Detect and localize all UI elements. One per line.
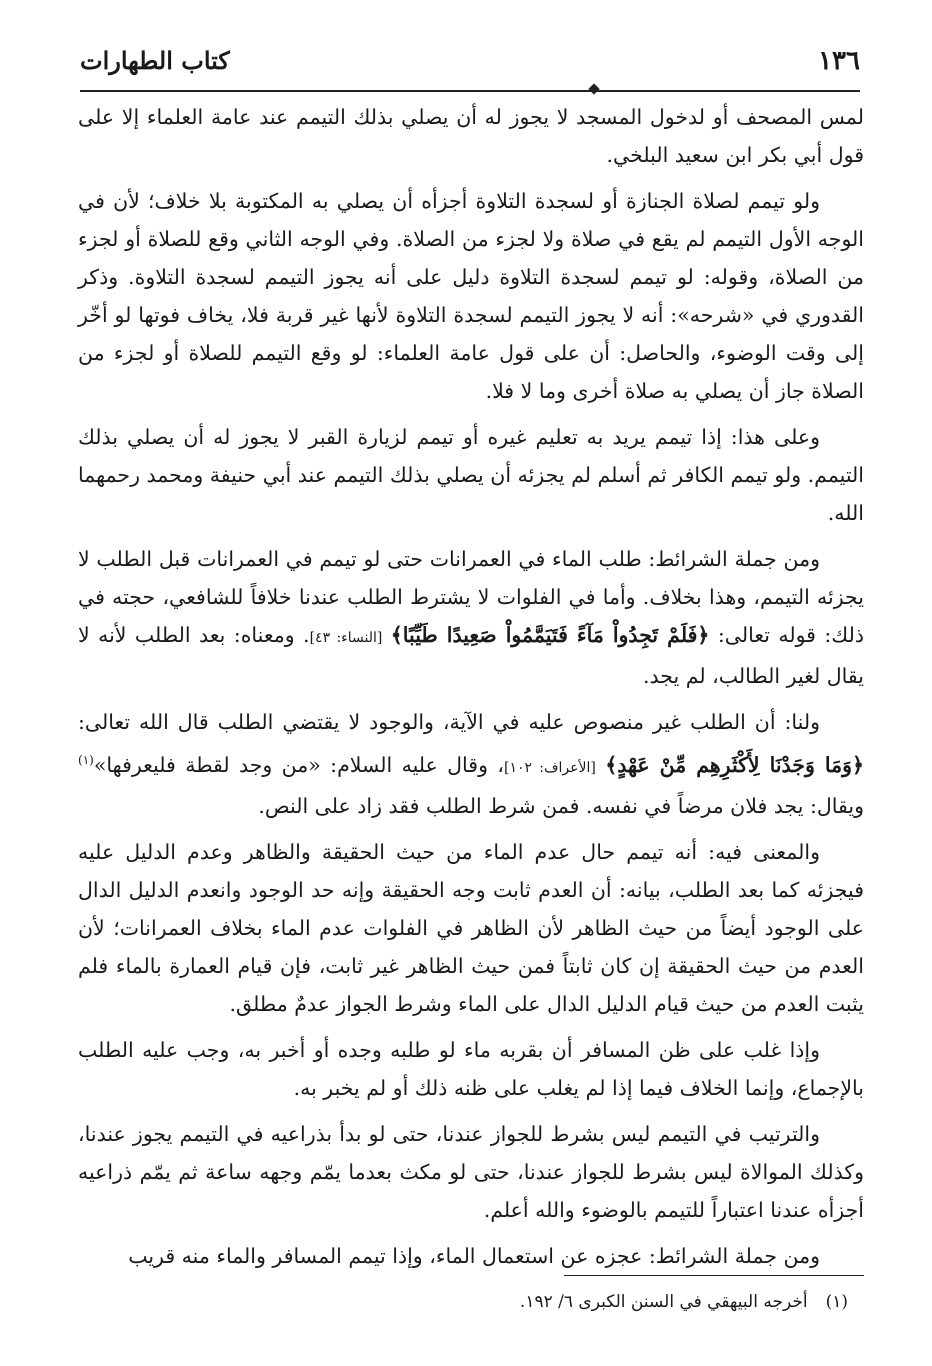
paragraph-text: . ومعناه: بعد الطلب لأنه لا يقال لغير الطالب، لم يجد. — [78, 623, 864, 688]
header-rule — [80, 90, 860, 92]
footnote-text: أخرجه البيهقي في السنن الكبرى ٦/ ١٩٢. — [519, 1292, 808, 1312]
footnote-marker: (١) — [78, 753, 94, 767]
verse-reference: [الأعراف: ١٠٢] — [503, 759, 596, 776]
page-number: ١٣٦ — [818, 46, 860, 76]
page-header — [80, 44, 860, 88]
paragraph-text: ، وقال عليه السلام: «من وجد لقطة فليعرفها» — [93, 752, 504, 777]
paragraph-text: ومن جملة الشرائط: طلب الماء في العمرانات حتى لو تيمم في العمرانات قبل الطلب لا يجزئه التيمم، وهذا بخلاف. وأما في الفلوات لا يشترط الطلب عندنا خلافاً للشافعي، حجته في ذلك: قوله تعالى: — [78, 547, 864, 647]
paragraph: والمعنى فيه: أنه تيمم حال عدم الماء من حيث الحقيقة والظاهر وعدم الدليل عليه فيجزئه كما بعد الطلب، بيانه: أن العدم ثابت وجه الحقيقة وإنه حد الوجود وانعدم الدليل الدال على الوجود أيضاً من حيث الظاهر لأن الظاهر في الفلوات عدم الماء بخلاف العمرانات؛ لأن العدم من حيث الحقيقة إن كان ثابتاً فمن حيث الظاهر غير ثابت، فإن قيام العمارة بالماء فلم يثبت العدم من حيث قيام الدليل الدال على الماء وشرط الجواز عدمٌ مطلق. — [78, 839, 864, 1016]
paragraph: ومن جملة الشرائط: عجزه عن استعمال الماء، وإذا تيمم المسافر والماء منه قريب — [128, 1243, 820, 1268]
verse-reference: [النساء: ٤٣] — [309, 630, 383, 646]
paragraph — [78, 540, 864, 695]
paragraph-text: ويقال: يجد فلان مرضاً في نفسه. فمن شرط الطلب فقد زاد على النص. — [258, 793, 864, 818]
footnote — [78, 1288, 848, 1316]
paragraph: لمس المصحف أو لدخول المسجد لا يجوز له أن يصلي بذلك التيمم عند عامة العلماء إلا على قول أبي بكر ابن سعيد البلخي. — [78, 105, 864, 167]
paragraph-text: ولنا: أن الطلب غير منصوص عليه في الآية، والوجود لا يقتضي الطلب قال الله تعالى: — [78, 710, 820, 734]
paragraph — [78, 703, 864, 825]
footnote-number: (١) — [825, 1292, 848, 1312]
footnote-rule — [564, 1275, 864, 1276]
quran-verse: ﴿فَلَمْ تَجِدُواْ مَآءً فَتَيَمَّمُواْ صَعِيدًا طَيِّبًا﴾ — [390, 623, 710, 647]
paragraph: وإذا غلب على ظن المسافر أن بقربه ماء لو طلبه وجده أو أخبر به، وجب عليه الطلب بالإجماع، وإنما الخلاف فيما إذا لم يغلب على ظنه ذلك أو لم يخبر به. — [78, 1037, 864, 1100]
paragraph: وعلى هذا: إذا تيمم يريد به تعليم غيره أو تيمم لزيارة القبر لا يجوز له أن يصلي بذلك التيمم. ولو تيمم الكافر ثم أسلم لم يجزئه أن يصلي بذلك التيمم عند أبي حنيفة ومحمد رحمهما الله. — [78, 425, 864, 525]
paragraph: والترتيب في التيمم ليس بشرط للجواز عندنا، حتى لو بدأ بذراعيه في التيمم يجوز عندنا، وكذلك الموالاة ليس بشرط للجواز عندنا، حتى لو مكث بعدما يمّم وجهه ساعة ثم يمّم ذراعيه أجزأه عندنا اعتباراً للتيمم بالوضوء والله أعلم. — [78, 1121, 864, 1222]
running-title: كتاب الطهارات — [80, 46, 230, 75]
paragraph: ولو تيمم لصلاة الجنازة أو لسجدة التلاوة أجزأه أن يصلي به المكتوبة بلا خلاف؛ لأن في الوجه الأول التيمم لم يقع في صلاة ولا لجزء من الصلاة. وفي الوجه الثاني وقع للصلاة أو لجزء من الصلاة، وقوله: لو تيمم لسجدة التلاوة دليل على أنه يجوز التيمم لسجدة التلاوة. وذكر القدوري في «شرحه»: أنه لا يجوز التيمم لسجدة التلاوة لأنها غير قربة فلا، يخاف فوتها لو أخّر إلى وقت الوضوء، والحاصل: أن على قول عامة العلماء: لو وقع التيمم للصلاة أو لجزء من الصلاة جاز أن يصلي به صلاة أخرى وما لا فلا. — [78, 189, 864, 403]
quran-verse: ﴿وَمَا وَجَدْنَا لِأَكْثَرِهِم مِّنْ عَهْدٍ﴾ — [605, 752, 864, 777]
body-text — [78, 98, 864, 1283]
